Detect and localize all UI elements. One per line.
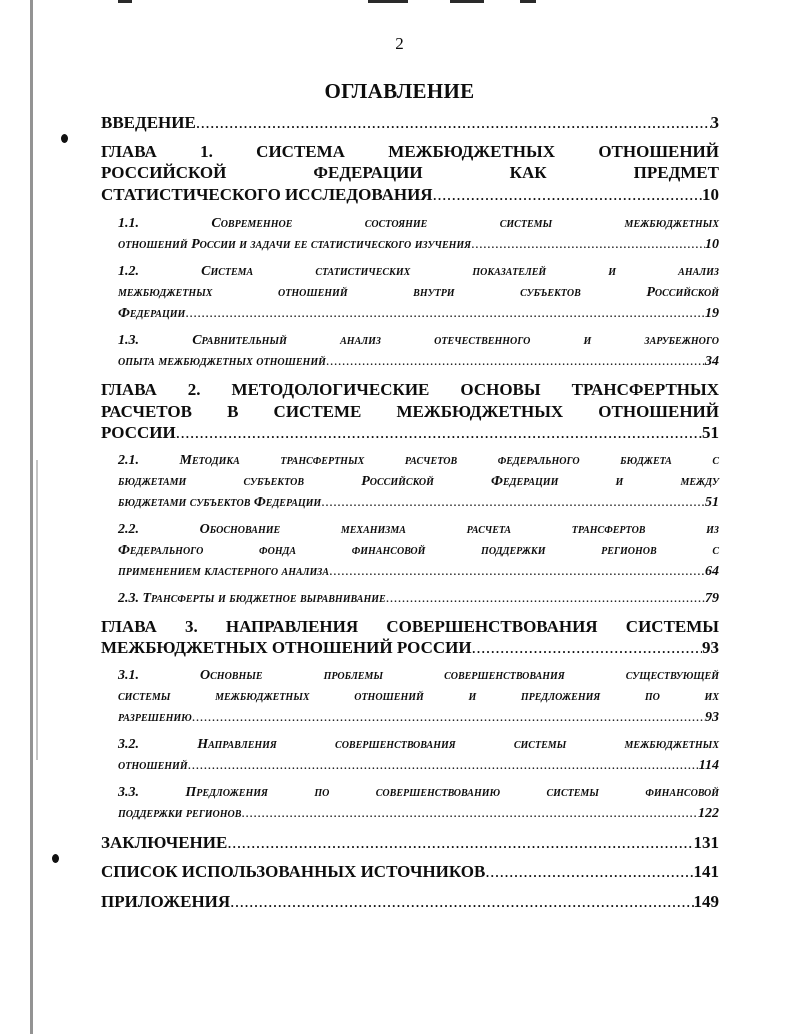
- toc-entry-line: Федерального фонда финансовой поддержки регионов с: [118, 542, 719, 558]
- toc-entry-chapter-3[interactable]: [101, 616, 719, 659]
- scan-edge-line: [30, 0, 33, 1034]
- toc-entry-last-line: [101, 637, 719, 659]
- scan-artifact: [118, 0, 132, 3]
- toc-page-number: 122: [698, 805, 719, 821]
- dot-leader: [196, 112, 711, 134]
- dot-leader: [472, 637, 702, 659]
- toc-entry-line: системы межбюджетных отношений и предложения по их: [118, 688, 719, 704]
- dot-leader: [176, 422, 702, 444]
- dot-leader: [471, 234, 705, 255]
- dot-leader: [227, 832, 693, 854]
- toc-entry-title: ВВЕДЕНИЕ: [101, 113, 196, 132]
- toc-entry-last-line: [118, 707, 719, 728]
- toc-entry-line: 1.1. Современное состояние системы межбюджетных: [118, 216, 719, 231]
- toc-entry-section-1-1[interactable]: [118, 213, 719, 255]
- toc-entry-title: ПРИЛОЖЕНИЯ: [101, 891, 231, 911]
- toc-page-number: 10: [702, 184, 719, 204]
- toc-page-number: 51: [702, 423, 719, 442]
- toc-entry-sources[interactable]: [101, 861, 719, 883]
- toc-entry-last-line: [118, 303, 719, 324]
- scan-speck: [52, 854, 59, 863]
- dot-leader: [241, 803, 698, 824]
- toc-entry-section-1-3[interactable]: [118, 330, 719, 372]
- toc-entry-last-line: [118, 803, 719, 824]
- toc-entry-line: межбюджетных отношений внутри субъектов Российской: [118, 285, 719, 300]
- toc-page-number: 3: [710, 113, 719, 132]
- toc-entry-title: разрешению: [118, 709, 192, 725]
- toc-entry-title: СПИСОК ИСПОЛЬЗОВАННЫХ ИСТОЧНИКОВ: [101, 862, 486, 881]
- toc-entry-line: 1.2. Система статистических показателей и анализ: [118, 264, 719, 279]
- toc-entry-last-line: [101, 112, 719, 134]
- toc-entry-introduction[interactable]: [101, 112, 719, 134]
- scan-artifact: [450, 0, 484, 3]
- toc-entry-last-line: [118, 561, 719, 582]
- toc-page-number: 93: [702, 638, 719, 657]
- toc-entry-section-3-1[interactable]: [118, 665, 719, 728]
- toc-page-number: 141: [693, 862, 719, 881]
- toc-entry-title: опыта межбюджетных отношений: [118, 354, 326, 369]
- dot-leader: [433, 184, 702, 206]
- toc-entry-title: ЗАКЛЮЧЕНИЕ: [101, 832, 228, 852]
- dot-leader: [185, 303, 705, 324]
- toc-entry-title: Федерации: [118, 306, 186, 321]
- toc-entry-title: применением кластерного анализа: [118, 563, 330, 579]
- toc-entry-line: бюджетами субъектов Российской Федерации и между: [118, 473, 719, 489]
- toc-entry-line: РОССИЙСКОЙ ФЕДЕРАЦИИ КАК ПРЕДМЕТ: [101, 163, 719, 182]
- toc-entry-line: 3.2. Направления совершенствования системы межбюджетных: [118, 736, 719, 752]
- toc-entry-section-2-3[interactable]: [118, 588, 719, 609]
- dot-leader: [485, 861, 693, 883]
- scan-edge-line: [36, 460, 38, 760]
- toc-page-number: 64: [705, 563, 719, 579]
- dot-leader: [230, 891, 693, 913]
- toc-entry-last-line: [118, 755, 719, 776]
- toc-entry-conclusion[interactable]: [101, 832, 719, 854]
- toc-entry-line: 1.3. Сравнительный анализ отечественного и зарубежного: [118, 333, 719, 348]
- toc-entry-last-line: [118, 351, 719, 372]
- toc-entry-line: 3.3. Предложения по совершенствованию системы финансовой: [118, 784, 719, 800]
- toc-entry-chapter-1[interactable]: [101, 141, 719, 206]
- toc-entry-line: РАСЧЕТОВ В СИСТЕМЕ МЕЖБЮДЖЕТНЫХ ОТНОШЕНИЙ: [101, 401, 719, 421]
- dot-leader: [321, 492, 705, 513]
- toc-page-number: 93: [705, 709, 719, 725]
- toc-entry-section-2-2[interactable]: [118, 519, 719, 582]
- toc-entry-appendices[interactable]: [101, 891, 719, 913]
- toc-entry-title: отношений России и задачи ее статистического изучения: [118, 237, 472, 252]
- toc-entry-title: поддержки регионов: [118, 805, 242, 821]
- toc-entry-title: РОССИИ: [101, 423, 176, 442]
- toc-entry-title: 2.3. Трансферты и бюджетное выравнивание: [118, 590, 386, 606]
- toc-page-number: 114: [698, 757, 719, 773]
- toc-entry-title: СТАТИСТИЧЕСКОГО ИССЛЕДОВАНИЯ: [101, 184, 433, 204]
- toc-entry-section-2-1[interactable]: [118, 450, 719, 513]
- toc-page-number: 131: [693, 832, 719, 852]
- toc-page-number: 79: [705, 590, 719, 606]
- dot-leader: [326, 351, 705, 372]
- toc-entry-last-line: [101, 832, 719, 854]
- dot-leader: [386, 588, 705, 609]
- toc-entry-chapter-2[interactable]: [101, 379, 719, 444]
- toc-entry-title: бюджетами субъектов Федерации: [118, 494, 322, 510]
- toc-entry-line: 3.1. Основные проблемы совершенствования существующей: [118, 667, 719, 683]
- toc-entry-last-line: [101, 422, 719, 444]
- toc-entry-line: ГЛАВА 2. МЕТОДОЛОГИЧЕСКИЕ ОСНОВЫ ТРАНСФЕРТНЫХ: [101, 380, 719, 399]
- toc-entry-last-line: [118, 234, 719, 255]
- toc-page-number: 10: [705, 237, 719, 252]
- toc-page-number: 51: [705, 494, 719, 510]
- toc-entry-section-3-2[interactable]: [118, 734, 719, 776]
- scan-speck: [61, 134, 68, 143]
- toc-page-number: 34: [705, 354, 719, 369]
- dot-leader: [188, 755, 699, 776]
- toc-entry-line: 2.2. Обоснование механизма расчета трансфертов из: [118, 521, 719, 537]
- dot-leader: [192, 707, 705, 728]
- scan-artifact: [368, 0, 408, 3]
- toc-entry-last-line: [118, 588, 719, 609]
- toc-entry-last-line: [118, 492, 719, 513]
- toc-entry-title: МЕЖБЮДЖЕТНЫХ ОТНОШЕНИЙ РОССИИ: [101, 638, 472, 657]
- toc-entry-line: ГЛАВА 3. НАПРАВЛЕНИЯ СОВЕРШЕНСТВОВАНИЯ СИСТЕМЫ: [101, 616, 719, 636]
- toc-entry-section-1-2[interactable]: [118, 261, 719, 324]
- toc-entry-title: отношений: [118, 757, 188, 773]
- scan-artifact: [520, 0, 536, 3]
- toc-entry-last-line: [101, 184, 719, 206]
- table-of-contents: [101, 112, 719, 912]
- toc-entry-line: ГЛАВА 1. СИСТЕМА МЕЖБЮДЖЕТНЫХ ОТНОШЕНИЙ: [101, 141, 719, 161]
- toc-entry-section-3-3[interactable]: [118, 782, 719, 824]
- toc-page-number: 19: [705, 306, 719, 321]
- toc-page-number: 149: [693, 891, 719, 911]
- page-number: 2: [395, 34, 404, 53]
- toc-entry-last-line: [101, 891, 719, 913]
- toc-entry-last-line: [101, 861, 719, 883]
- toc-entry-line: 2.1. Методика трансфертных расчетов федерального бюджета с: [118, 452, 719, 468]
- dot-leader: [329, 561, 705, 582]
- page-title: ОГЛАВЛЕНИЕ: [324, 79, 475, 103]
